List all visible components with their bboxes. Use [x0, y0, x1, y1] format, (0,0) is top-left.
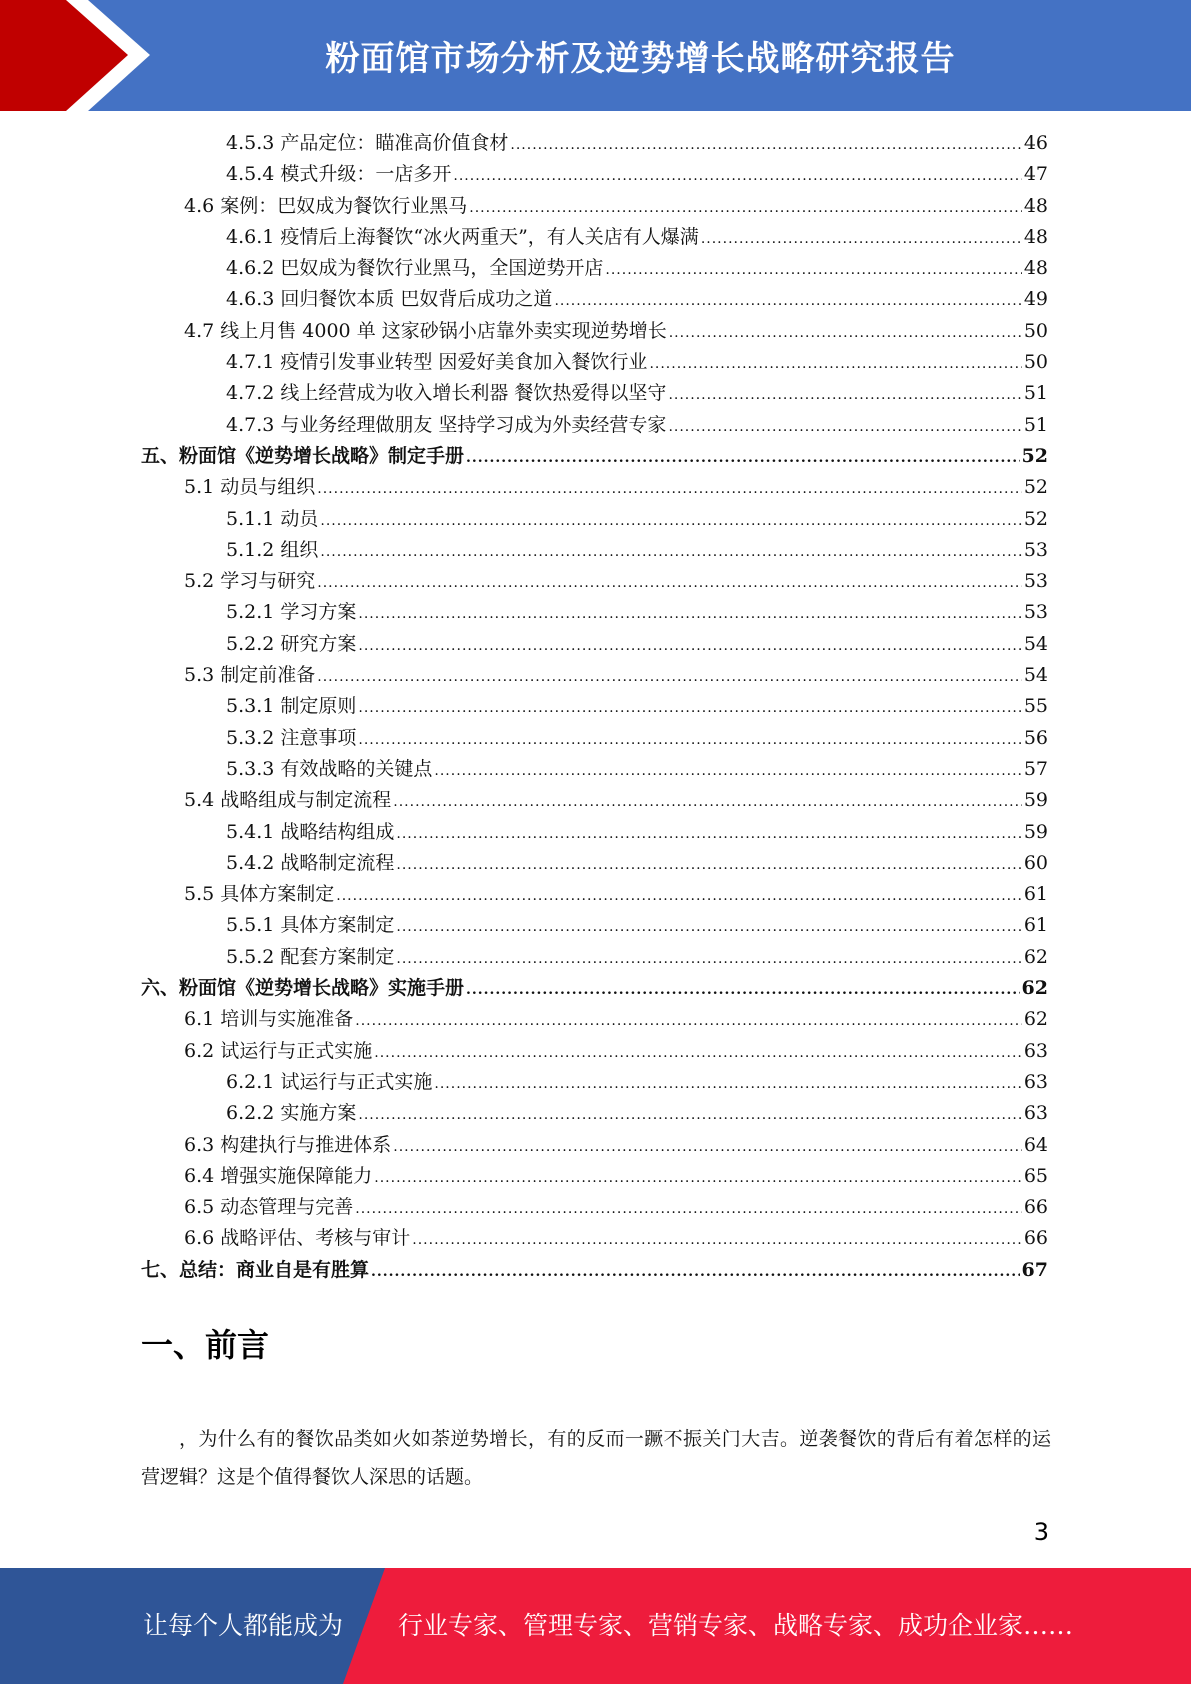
toc-dot-leader [317, 472, 1022, 505]
toc-dot-leader [396, 942, 1021, 975]
footer-slogan-right: 行业专家、管理专家、营销专家、战略专家、成功企业家…… [398, 1611, 1074, 1640]
toc-entry-title: 6.3 构建执行与推进体系 [184, 1133, 392, 1156]
toc-entry[interactable] [141, 410, 1048, 441]
toc-entry[interactable] [141, 1161, 1048, 1192]
toc-entry-page: 59 [1023, 820, 1048, 843]
toc-entry[interactable] [141, 1255, 1048, 1286]
toc-entry[interactable] [141, 128, 1048, 159]
toc-entry-title: 4.7.1 疫情引发事业转型 因爱好美食加入餐饮行业 [226, 351, 648, 374]
page-footer [0, 1568, 1191, 1684]
toc-entry-title: 5.3 制定前准备 [184, 664, 316, 687]
toc-entry[interactable] [141, 785, 1048, 816]
toc-dot-leader [317, 566, 1022, 599]
toc-dot-leader [466, 441, 1020, 474]
toc-entry-page: 49 [1023, 288, 1048, 311]
toc-dot-leader [358, 597, 1021, 630]
toc-entry-title: 5.1 动员与组织 [184, 476, 316, 499]
toc-dot-leader [355, 1004, 1022, 1037]
toc-entry-title: 6.4 增强实施保障能力 [184, 1164, 373, 1187]
toc-dot-leader [668, 378, 1021, 411]
toc-dot-leader [668, 410, 1021, 443]
toc-dot-leader [358, 629, 1021, 662]
page-number: 3 [1033, 1518, 1049, 1546]
toc-entry[interactable] [141, 848, 1048, 879]
toc-dot-leader [374, 1036, 1022, 1069]
toc-entry-title: 6.2.1 试运行与正式实施 [226, 1070, 433, 1093]
toc-entry-title: 6.5 动态管理与完善 [184, 1196, 354, 1219]
toc-entry-title: 4.7.3 与业务经理做朋友 坚持学习成为外卖经营专家 [226, 413, 667, 436]
toc-entry-page: 48 [1023, 225, 1048, 248]
toc-entry[interactable] [141, 942, 1048, 973]
toc-entry-page: 60 [1023, 851, 1048, 874]
toc-entry[interactable] [141, 535, 1048, 566]
toc-entry-title: 5.1.1 动员 [226, 507, 319, 530]
toc-dot-leader [605, 253, 1021, 286]
toc-entry[interactable] [141, 347, 1048, 378]
toc-entry-title: 五、粉面馆《逆势增长战略》制定手册 [141, 444, 465, 467]
toc-entry[interactable] [141, 691, 1048, 722]
toc-dot-leader [434, 1067, 1021, 1100]
toc-dot-leader [701, 222, 1022, 255]
toc-entry-title: 6.1 培训与实施准备 [184, 1008, 354, 1031]
toc-entry-title: 5.4.2 战略制定流程 [226, 851, 395, 874]
toc-entry-page: 50 [1023, 351, 1048, 374]
toc-entry-title: 4.7.2 线上经营成为收入增长利器 餐饮热爱得以坚守 [226, 382, 667, 405]
toc-entry[interactable] [141, 973, 1048, 1004]
toc-entry-page: 63 [1023, 1039, 1048, 1062]
toc-dot-leader [466, 973, 1020, 1006]
toc-entry-title: 5.5.2 配套方案制定 [226, 945, 395, 968]
toc-entry-page: 48 [1023, 194, 1048, 217]
toc-entry-title: 4.6.1 疫情后上海餐饮“冰火两重天”，有人关店有人爆满 [226, 225, 699, 248]
toc-entry[interactable] [141, 191, 1048, 222]
toc-entry-title: 5.3.3 有效战略的关键点 [226, 757, 433, 780]
toc-entry[interactable] [141, 316, 1048, 347]
toc-dot-leader [371, 1255, 1020, 1288]
toc-entry-page: 66 [1023, 1196, 1048, 1219]
toc-entry[interactable] [141, 660, 1048, 691]
toc-entry-page: 61 [1023, 914, 1048, 937]
toc-entry-title: 4.6.3 回归餐饮本质 巴奴背后成功之道 [226, 288, 553, 311]
toc-dot-leader [412, 1223, 1022, 1256]
toc-entry[interactable] [141, 1130, 1048, 1161]
toc-entry-page: 54 [1023, 664, 1048, 687]
toc-entry-page: 50 [1023, 319, 1048, 342]
toc-dot-leader [434, 754, 1021, 787]
toc-dot-leader [393, 1130, 1022, 1163]
toc-entry[interactable] [141, 253, 1048, 284]
toc-dot-leader [320, 504, 1021, 537]
toc-entry-page: 52 [1023, 476, 1048, 499]
toc-entry[interactable] [141, 910, 1048, 941]
toc-entry-title: 6.2.2 实施方案 [226, 1102, 357, 1125]
toc-dot-leader [469, 191, 1022, 224]
toc-entry-page: 53 [1023, 601, 1048, 624]
toc-entry[interactable] [141, 1067, 1048, 1098]
toc-dot-leader [669, 316, 1022, 349]
toc-entry-page: 62 [1021, 977, 1048, 1000]
toc-entry-title: 4.6 案例：巴奴成为餐饮行业黑马 [184, 194, 468, 217]
toc-entry-title: 5.3.2 注意事项 [226, 726, 357, 749]
toc-entry-title: 七、总结：商业自是有胜算 [141, 1258, 370, 1281]
toc-entry[interactable] [141, 1223, 1048, 1254]
toc-dot-leader [355, 1192, 1022, 1225]
toc-entry-title: 4.7 线上月售 4000 单 这家砂锅小店靠外卖实现逆势增长 [184, 319, 667, 342]
toc-entry[interactable] [141, 504, 1048, 535]
toc-entry-page: 51 [1023, 382, 1048, 405]
toc-entry-page: 65 [1023, 1164, 1048, 1187]
toc-dot-leader [510, 128, 1021, 161]
toc-entry[interactable] [141, 879, 1048, 910]
toc-entry-page: 63 [1023, 1070, 1048, 1093]
toc-entry[interactable] [141, 817, 1048, 848]
toc-entry[interactable] [141, 284, 1048, 315]
toc-entry-title: 6.2 试运行与正式实施 [184, 1039, 373, 1062]
table-of-contents [141, 128, 1048, 1286]
toc-entry-title: 5.3.1 制定原则 [226, 695, 357, 718]
toc-entry-page: 66 [1023, 1227, 1048, 1250]
toc-entry-page: 54 [1023, 632, 1048, 655]
toc-entry[interactable] [141, 754, 1048, 785]
toc-entry-page: 48 [1023, 257, 1048, 280]
toc-entry-page: 61 [1023, 883, 1048, 906]
section-heading: 一、前言 [141, 1326, 270, 1364]
toc-entry[interactable] [141, 378, 1048, 409]
toc-entry-page: 47 [1023, 163, 1048, 186]
document-title: 粉面馆市场分析及逆势增长战略研究报告 [325, 39, 956, 79]
toc-dot-leader [336, 879, 1022, 912]
toc-entry-page: 51 [1023, 413, 1048, 436]
toc-dot-leader [393, 785, 1022, 818]
toc-entry-page: 56 [1023, 726, 1048, 749]
toc-entry-title: 4.5.3 产品定位：瞄准高价值食材 [226, 132, 509, 154]
toc-dot-leader [358, 1098, 1021, 1131]
toc-dot-leader [374, 1161, 1022, 1194]
toc-entry-title: 5.4 战略组成与制定流程 [184, 789, 392, 812]
footer-slogan-left: 让每个人都能成为 [143, 1611, 344, 1640]
toc-entry-title: 5.2.1 学习方案 [226, 601, 357, 624]
toc-dot-leader [649, 347, 1021, 380]
toc-entry-page: 62 [1023, 1008, 1048, 1031]
toc-dot-leader [396, 817, 1021, 850]
toc-dot-leader [554, 284, 1021, 317]
toc-entry-page: 53 [1023, 570, 1048, 593]
toc-entry-page: 55 [1023, 695, 1048, 718]
toc-entry-title: 4.5.4 模式升级：一店多开 [226, 163, 452, 186]
toc-entry-title: 5.5 具体方案制定 [184, 883, 335, 906]
toc-entry[interactable] [141, 159, 1048, 190]
toc-entry[interactable] [141, 597, 1048, 628]
toc-entry[interactable] [141, 1004, 1048, 1035]
toc-entry-page: 52 [1023, 507, 1048, 530]
toc-entry-page: 63 [1023, 1102, 1048, 1125]
toc-entry[interactable] [141, 1192, 1048, 1223]
toc-dot-leader [396, 848, 1021, 881]
toc-entry-page: 57 [1023, 757, 1048, 780]
toc-entry[interactable] [141, 566, 1048, 597]
toc-entry-title: 5.2 学习与研究 [184, 570, 316, 593]
toc-entry-title: 6.6 战略评估、考核与审计 [184, 1227, 411, 1250]
toc-dot-leader [396, 910, 1021, 943]
toc-entry-page: 62 [1023, 945, 1048, 968]
toc-entry-title: 5.1.2 组织 [226, 538, 319, 561]
toc-entry-title: 4.6.2 巴奴成为餐饮行业黑马，全国逆势开店 [226, 257, 604, 280]
toc-entry-title: 六、粉面馆《逆势增长战略》实施手册 [141, 977, 465, 1000]
intro-paragraph: ，为什么有的餐饮品类如火如荼逆势增长，有的反而一蹶不振关门大吉。逆袭餐饮的背后有着怎样的运营逻辑？这是个值得餐饮人深思的话题。 [141, 1428, 1051, 1488]
toc-dot-leader [358, 691, 1021, 724]
toc-dot-leader [320, 535, 1021, 568]
toc-entry[interactable] [141, 472, 1048, 503]
toc-entry[interactable] [141, 441, 1048, 472]
toc-entry-page: 67 [1021, 1258, 1048, 1281]
toc-dot-leader [317, 660, 1022, 693]
toc-dot-leader [358, 723, 1021, 756]
toc-entry-page: 53 [1023, 538, 1048, 561]
toc-entry-title: 5.4.1 战略结构组成 [226, 820, 395, 843]
page-header [0, 0, 1191, 111]
toc-entry[interactable] [141, 1098, 1048, 1129]
toc-entry-page: 52 [1021, 444, 1048, 467]
toc-entry[interactable] [141, 222, 1048, 253]
toc-entry-title: 5.5.1 具体方案制定 [226, 914, 395, 937]
toc-entry[interactable] [141, 1036, 1048, 1067]
toc-entry-title: 5.2.2 研究方案 [226, 632, 357, 655]
toc-dot-leader [453, 159, 1021, 192]
toc-entry-page: 59 [1023, 789, 1048, 812]
toc-entry-page: 46 [1023, 132, 1048, 154]
toc-entry[interactable] [141, 723, 1048, 754]
toc-entry[interactable] [141, 629, 1048, 660]
toc-entry-page: 64 [1023, 1133, 1048, 1156]
